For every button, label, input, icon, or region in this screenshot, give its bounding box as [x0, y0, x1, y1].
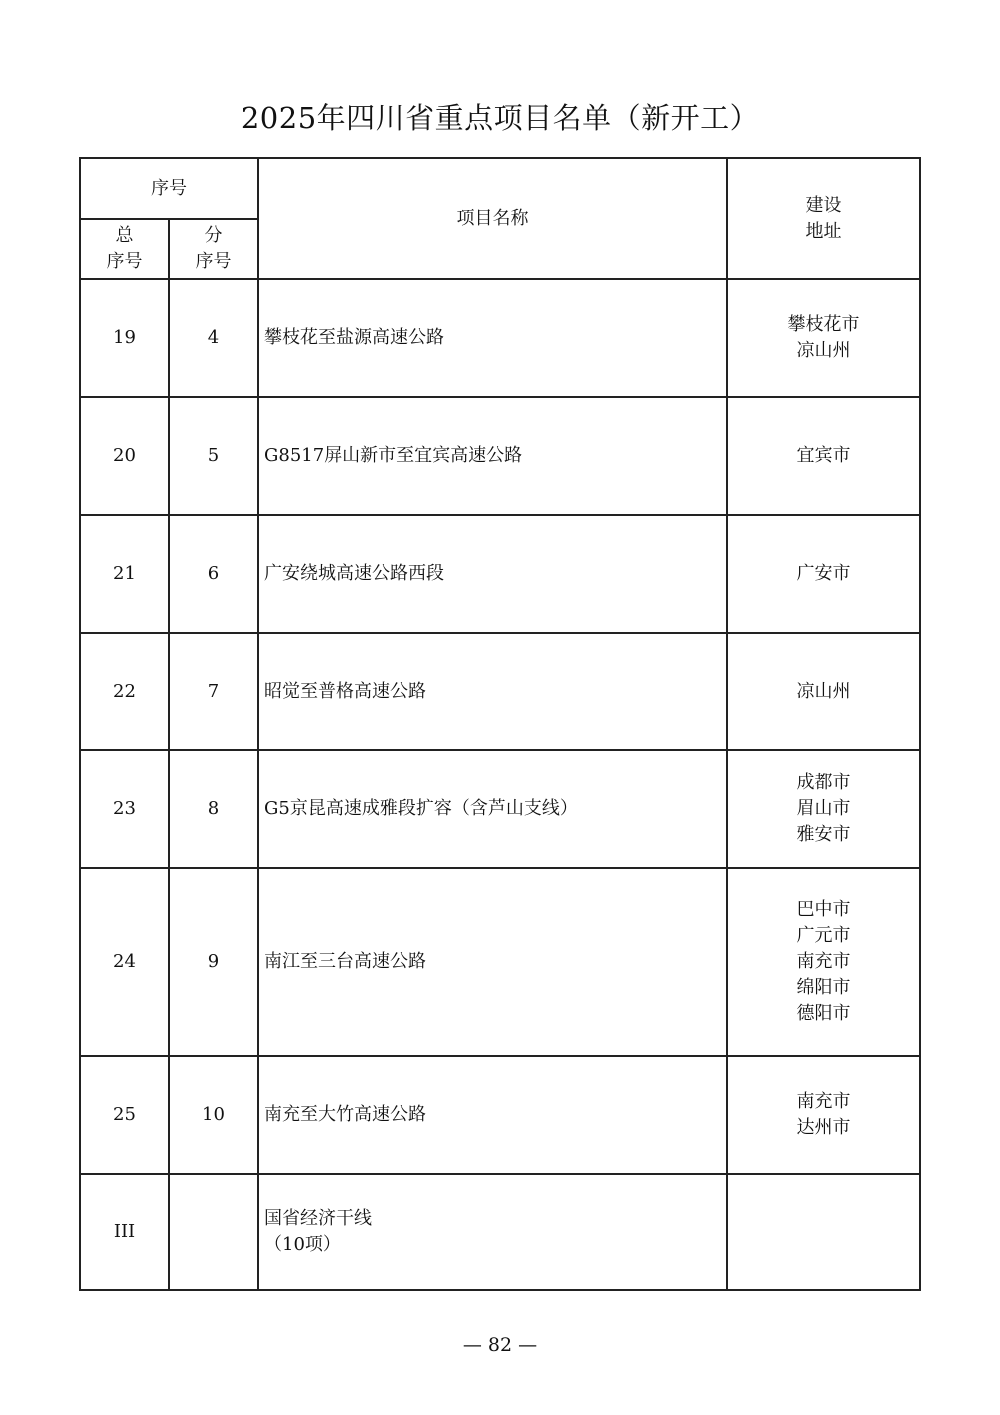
location-line: 南充市: [796, 1091, 851, 1112]
project-name-cell: 广安绕城高速公路西段: [258, 515, 727, 633]
location-line: 南充市: [796, 951, 851, 972]
location-header-line2: 地址: [805, 220, 842, 242]
location-line: 广元市: [796, 925, 851, 946]
location-line: 绵阳市: [796, 977, 851, 998]
section-name-cell: [258, 1174, 727, 1290]
location-cell: [727, 397, 920, 515]
location-line: 达州市: [796, 1117, 851, 1138]
table-row: [80, 515, 920, 633]
section-name-line2: （10项）: [264, 1234, 341, 1255]
total-seq-cell: 20: [80, 397, 169, 515]
table-row: [80, 279, 920, 397]
sub-seq-cell: 5: [169, 397, 258, 515]
projects-table: [79, 157, 921, 1291]
section-row: [80, 1174, 920, 1290]
total-seq-cell: 21: [80, 515, 169, 633]
location-cell: [727, 868, 920, 1056]
sub-seq-header: [169, 219, 258, 279]
table-row: [80, 1056, 920, 1174]
location-cell: [727, 633, 920, 750]
project-name-cell: G5京昆高速成雅段扩容（含芦山支线）: [258, 750, 727, 868]
total-seq-cell: 19: [80, 279, 169, 397]
project-name-cell: 南充至大竹高速公路: [258, 1056, 727, 1174]
location-line: 凉山州: [796, 680, 851, 702]
location-line: 攀枝花市: [787, 314, 860, 335]
section-location-cell: [727, 1174, 920, 1290]
location-line: 巴中市: [796, 899, 851, 920]
location-header: [727, 158, 920, 279]
page-title: 2025年四川省重点项目名单（新开工）: [240, 101, 760, 135]
seq-header: 序号: [80, 158, 258, 219]
total-seq-header-line2: 序号: [106, 251, 143, 272]
location-line: 成都市: [796, 772, 851, 793]
project-name-cell: 攀枝花至盐源高速公路: [258, 279, 727, 397]
location-line: 宜宾市: [796, 445, 851, 466]
location-line: 德阳市: [796, 1003, 851, 1024]
sub-seq-header-line1: 分: [204, 225, 223, 246]
table-row: [80, 633, 920, 750]
total-seq-header-line1: 总: [115, 225, 134, 246]
sub-seq-cell: 7: [169, 633, 258, 750]
total-seq-cell: 23: [80, 750, 169, 868]
section-name-line1: 国省经济干线: [264, 1208, 372, 1229]
project-name-cell: G8517屏山新市至宜宾高速公路: [258, 397, 727, 515]
location-cell: [727, 279, 920, 397]
sub-seq-cell: 10: [169, 1056, 258, 1174]
sub-seq-cell: 9: [169, 868, 258, 1056]
location-cell: [727, 1056, 920, 1174]
table-row: [80, 750, 920, 868]
sub-seq-cell: 8: [169, 750, 258, 868]
sub-seq-cell: 6: [169, 515, 258, 633]
table-row: [80, 868, 920, 1056]
sub-seq-header-line2: 序号: [195, 251, 232, 272]
total-seq-cell: 22: [80, 633, 169, 750]
project-name-cell: 昭觉至普格高速公路: [258, 633, 727, 750]
page-number: — 82 —: [462, 1334, 538, 1356]
total-seq-header: [80, 219, 169, 279]
location-line: 广安市: [796, 563, 851, 584]
location-cell: [727, 515, 920, 633]
project-name-cell: 南江至三台高速公路: [258, 868, 727, 1056]
total-seq-cell: 25: [80, 1056, 169, 1174]
location-header-line1: 建设: [805, 194, 842, 216]
sub-seq-cell: 4: [169, 279, 258, 397]
location-line: 雅安市: [796, 824, 851, 845]
section-sub-cell: [169, 1174, 258, 1290]
location-line: 眉山市: [796, 798, 851, 819]
location-cell: [727, 750, 920, 868]
section-total-cell: III: [80, 1174, 169, 1290]
total-seq-cell: 24: [80, 868, 169, 1056]
table-row: [80, 397, 920, 515]
name-header: 项目名称: [258, 158, 727, 279]
location-line: 凉山州: [796, 340, 851, 361]
